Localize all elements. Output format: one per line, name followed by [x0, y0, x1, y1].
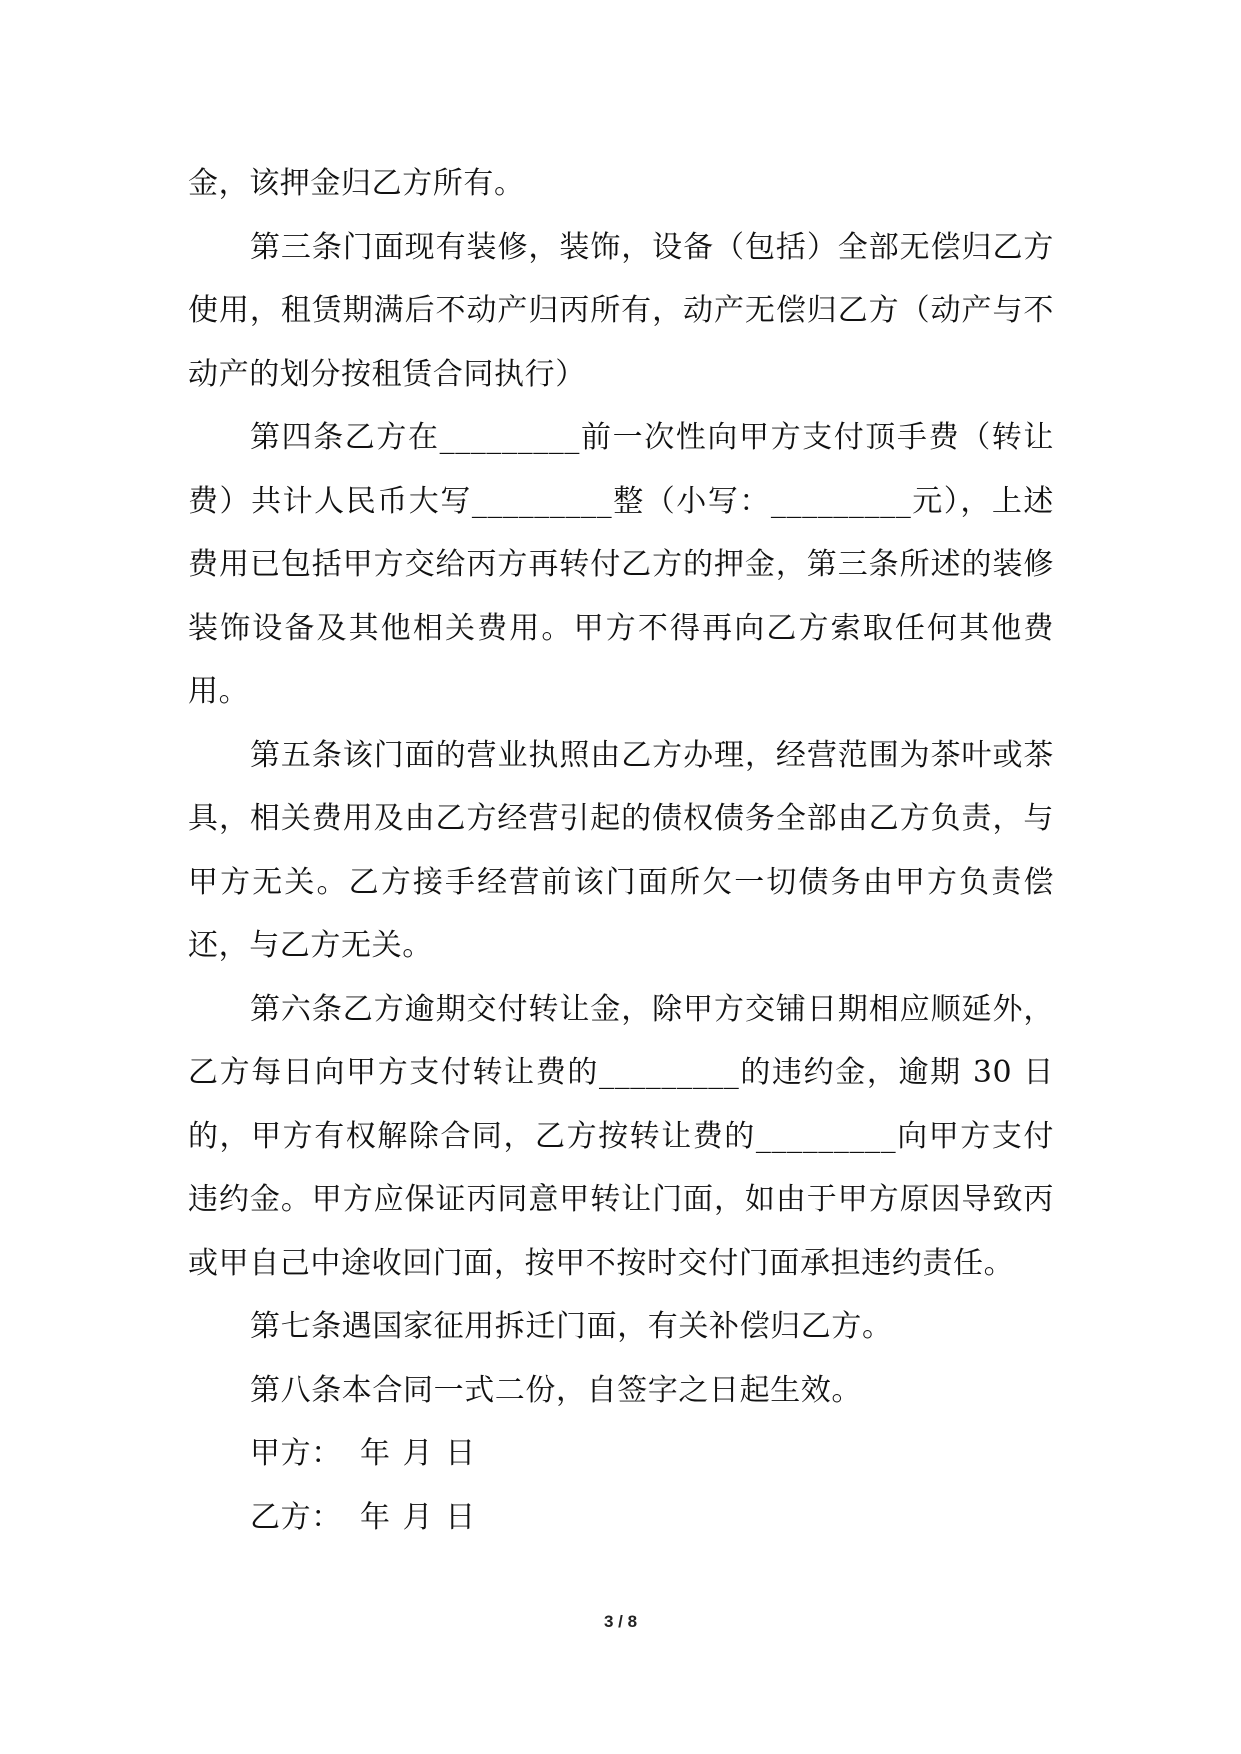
paragraph-article-3: 第三条门面现有装修，装饰，设备（包括）全部无偿归乙方使用，租赁期满后不动产归丙所有，动产无偿归乙方（动产与不动产的划分按租赁合同执行）: [188, 229, 1054, 392]
page-number: 3 / 8: [603, 1612, 638, 1631]
signature-party-b: [188, 1486, 1054, 1550]
paragraph-article-8: 第八条本合同一式二份，自签字之日起生效。: [250, 1372, 862, 1408]
paragraph-article-6: 第六条乙方逾期交付转让金，除甲方交铺日期相应顺延外，乙方每日向甲方支付转让费的_________的违约金，逾期 30 日的，甲方有权解除合同，乙方按转让费的_________向甲方支付违约金。甲方应保证丙同意甲转让门面，如由于甲方原因导致丙或甲自己中途收回门面，按甲不按时交付门面承担违约责任。: [188, 991, 1054, 1281]
signature-month: 月: [402, 1499, 434, 1535]
paragraph-deposit-continuation: 金，该押金归乙方所有。: [188, 166, 525, 201]
paragraph-article-7: 第七条遇国家征用拆迁门面，有关补偿归乙方。: [250, 1309, 893, 1344]
signature-day: 日: [445, 1436, 476, 1471]
signature-year: 年: [360, 1499, 391, 1535]
signature-label: 乙方：: [250, 1499, 342, 1535]
signature-day: 日: [445, 1499, 476, 1535]
paragraph-article-5: 第五条该门面的营业执照由乙方办理，经营范围为茶叶或茶具，相关费用及由乙方经营引起的债权债务全部由乙方负责，与甲方无关。乙方接手经营前该门面所欠一切债务由甲方负责偿还，与乙方无关。: [188, 737, 1054, 963]
signature-month: 月: [402, 1436, 434, 1471]
signature-year: 年: [360, 1436, 391, 1471]
signature-party-a: [188, 1422, 1054, 1486]
document-body: [188, 152, 1054, 1549]
signature-label: 甲方：: [250, 1436, 342, 1471]
paragraph-article-4: 第四条乙方在_________前一次性向甲方支付顶手费（转让费）共计人民币大写_________整（小写：_________元），上述费用已包括甲方交给丙方再转付乙方的押金，第三条所述的装修装饰设备及其他相关费用。甲方不得再向乙方索取任何其他费用。: [188, 420, 1054, 709]
